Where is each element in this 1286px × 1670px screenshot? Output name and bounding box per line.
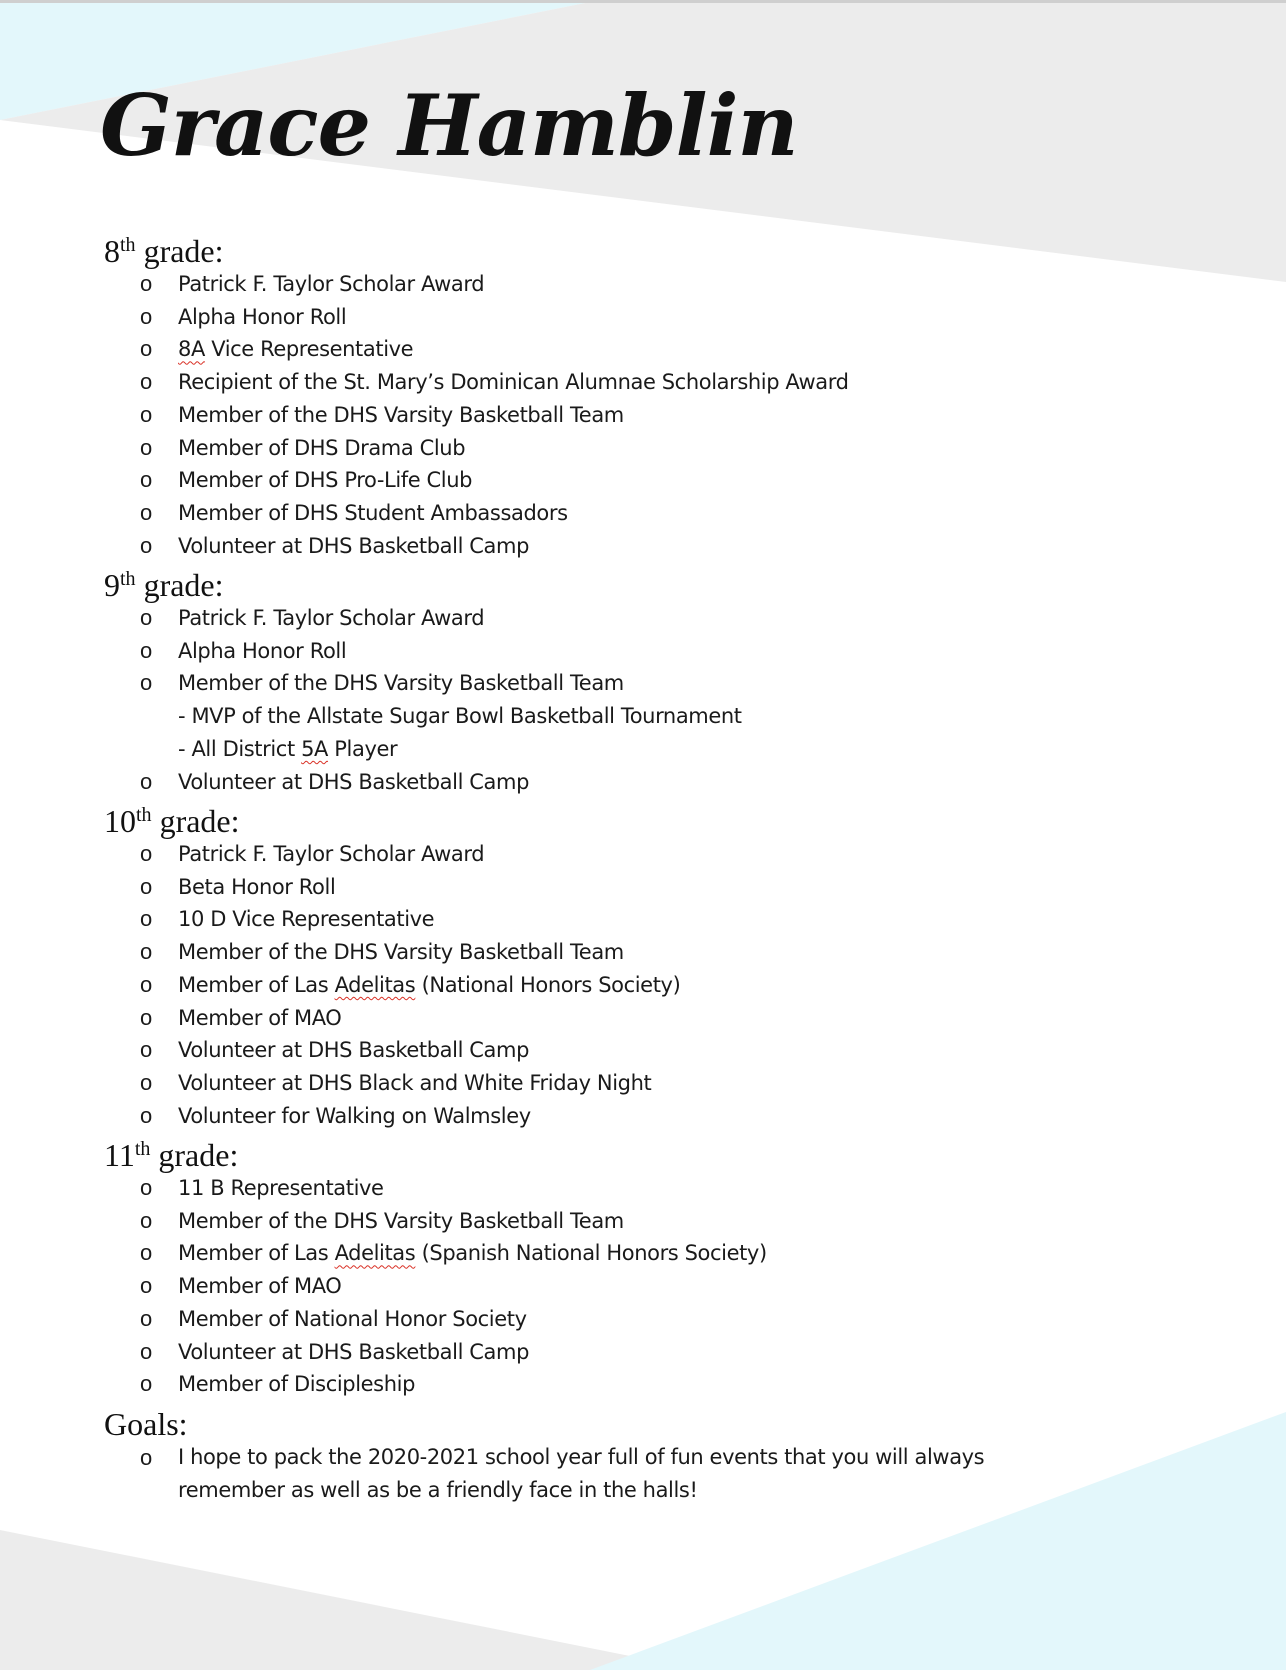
section-heading: [104, 804, 680, 838]
list-item: [104, 1205, 767, 1238]
bullet-icon: o: [140, 637, 152, 663]
item-text: Recipient of the St. Mary’s Dominican Alumnae Scholarship Award: [178, 370, 849, 395]
item-text: Member of Discipleship: [178, 1372, 415, 1397]
bullet-icon: o: [140, 1240, 152, 1266]
grade-number: 10: [104, 803, 136, 839]
section-8th-grade: [104, 234, 849, 562]
item-text: - MVP of the Allstate Sugar Bowl Basketball Tournament: [178, 704, 742, 729]
list-item: [104, 1336, 767, 1369]
item-text: Volunteer for Walking on Walmsley: [178, 1103, 531, 1128]
item-text: Member of DHS Student Ambassadors: [178, 500, 568, 525]
section-goals: [104, 1407, 1058, 1507]
bullet-icon: o: [140, 303, 152, 329]
list-item: [104, 667, 742, 700]
item-text: Member of Las: [178, 1241, 335, 1266]
item-text: Member of the DHS Varsity Basketball Team: [178, 402, 624, 427]
list-item: [104, 1237, 767, 1270]
spellcheck-word: Adelitas: [334, 1241, 416, 1266]
bullet-icon: o: [140, 1037, 152, 1063]
item-text: Volunteer at DHS Basketball Camp: [178, 769, 530, 794]
bullet-icon: o: [140, 670, 152, 696]
bullet-icon: o: [140, 401, 152, 427]
list-item: [104, 635, 742, 668]
ordinal-suffix: th: [120, 568, 136, 590]
bullet-icon: o: [140, 336, 152, 362]
list-item: [104, 366, 849, 399]
goals-list: [104, 1441, 1058, 1507]
list-item: [104, 399, 849, 432]
achievement-list: [104, 268, 849, 562]
item-text: I hope to pack the 2020-2021 school year full of fun events that you will always remember as well as be a friendly face in the halls!: [178, 1445, 985, 1502]
list-item: [104, 969, 680, 1002]
item-text: Member of the DHS Varsity Basketball Team: [178, 671, 624, 696]
bullet-icon: o: [140, 873, 152, 899]
achievement-list: [104, 1172, 767, 1401]
item-text: Volunteer at DHS Basketball Camp: [178, 533, 530, 558]
list-item: [104, 497, 849, 530]
item-text: Member of MAO: [178, 1005, 342, 1030]
bullet-icon: o: [140, 1273, 152, 1299]
ordinal-suffix: th: [120, 234, 136, 256]
bullet-icon: o: [140, 768, 152, 794]
item-text: Member of the DHS Varsity Basketball Team: [178, 940, 624, 965]
bullet-icon: o: [140, 1004, 152, 1030]
item-text: Beta Honor Roll: [178, 874, 336, 899]
item-text: - All District: [178, 736, 302, 761]
list-item: [104, 766, 742, 799]
bullet-icon: o: [140, 1305, 152, 1331]
item-text: Patrick F. Taylor Scholar Award: [178, 606, 485, 630]
heading-text: grade:: [135, 567, 224, 603]
item-text: Patrick F. Taylor Scholar Award: [178, 272, 485, 296]
spellcheck-word: 8A: [178, 337, 205, 362]
sub-list-item: [104, 700, 742, 733]
item-text: Alpha Honor Roll: [178, 304, 347, 329]
list-item: [104, 268, 849, 301]
list-item: [104, 1067, 680, 1100]
item-text: Member of DHS Pro-Life Club: [178, 468, 473, 493]
bullet-icon: o: [140, 369, 152, 395]
list-item: [104, 464, 849, 497]
section-10th-grade: [104, 804, 680, 1132]
bullet-icon: o: [140, 1445, 152, 1470]
list-item: [104, 602, 742, 635]
section-heading: [104, 1138, 767, 1172]
list-item: [104, 1002, 680, 1035]
bullet-icon: o: [140, 906, 152, 932]
item-text: Member of MAO: [178, 1274, 342, 1299]
section-heading: [104, 568, 742, 602]
list-item: [104, 301, 849, 334]
bullet-icon: o: [140, 841, 152, 866]
list-item: [104, 333, 849, 366]
bullet-icon: o: [140, 939, 152, 965]
list-item: [104, 903, 680, 936]
item-text: (National Honors Society): [415, 972, 681, 997]
spellcheck-word: 5A: [301, 736, 329, 761]
grade-number: 11: [104, 1137, 135, 1173]
list-item: [104, 1303, 767, 1336]
item-text: Volunteer at DHS Basketball Camp: [178, 1339, 530, 1364]
spellcheck-word: Adelitas: [334, 972, 416, 997]
heading-text: grade:: [135, 233, 224, 269]
item-text: Member of DHS Drama Club: [178, 435, 466, 460]
item-text: 11 B Representative: [178, 1176, 384, 1200]
list-item: [104, 432, 849, 465]
bullet-icon: o: [140, 1069, 152, 1095]
item-text: Patrick F. Taylor Scholar Award: [178, 842, 485, 866]
item-text: 10 D Vice Representative: [178, 907, 435, 932]
sub-list-item: [104, 733, 742, 766]
bullet-icon: o: [140, 605, 152, 630]
bullet-icon: o: [140, 1338, 152, 1364]
ordinal-suffix: th: [136, 804, 152, 826]
item-text: Volunteer at DHS Black and White Friday Night: [178, 1070, 652, 1095]
list-item: [104, 871, 680, 904]
heading-text: grade:: [151, 803, 240, 839]
list-item: [104, 838, 680, 871]
list-item: [104, 1368, 767, 1401]
heading-text: grade:: [150, 1137, 239, 1173]
bullet-icon: o: [140, 1207, 152, 1233]
list-item: [104, 1441, 1058, 1507]
section-11th-grade: [104, 1138, 767, 1401]
list-item: [104, 1172, 767, 1205]
bullet-icon: o: [140, 271, 152, 296]
item-text: Member of National Honor Society: [178, 1306, 527, 1331]
grade-number: 9: [104, 567, 120, 603]
achievement-list: [104, 838, 680, 1132]
item-text: Alpha Honor Roll: [178, 638, 347, 663]
list-item: [104, 1034, 680, 1067]
item-text: Volunteer at DHS Basketball Camp: [178, 1038, 530, 1063]
list-item: [104, 530, 849, 563]
item-text: (Spanish National Honors Society): [415, 1241, 767, 1266]
bullet-icon: o: [140, 971, 152, 997]
item-text: Player: [328, 736, 398, 761]
list-item: [104, 1100, 680, 1133]
item-text: Vice Representative: [204, 337, 414, 362]
bullet-icon: o: [140, 1102, 152, 1128]
section-heading: Goals:: [104, 1406, 188, 1442]
bullet-icon: o: [140, 1175, 152, 1200]
list-item: [104, 1270, 767, 1303]
item-text: Member of Las: [178, 972, 335, 997]
section-9th-grade: [104, 568, 742, 798]
section-heading: [104, 234, 849, 268]
list-item: [104, 936, 680, 969]
ordinal-suffix: th: [134, 1138, 151, 1160]
grade-number: 8: [104, 233, 120, 269]
name-title: Grace Hamblin: [100, 76, 798, 175]
bullet-icon: o: [140, 434, 152, 460]
item-text: Member of the DHS Varsity Basketball Team: [178, 1208, 624, 1233]
bullet-icon: o: [140, 532, 152, 558]
bullet-icon: o: [140, 467, 152, 493]
bullet-icon: o: [140, 1371, 152, 1397]
bullet-icon: o: [140, 499, 152, 525]
achievement-list: [104, 602, 742, 798]
